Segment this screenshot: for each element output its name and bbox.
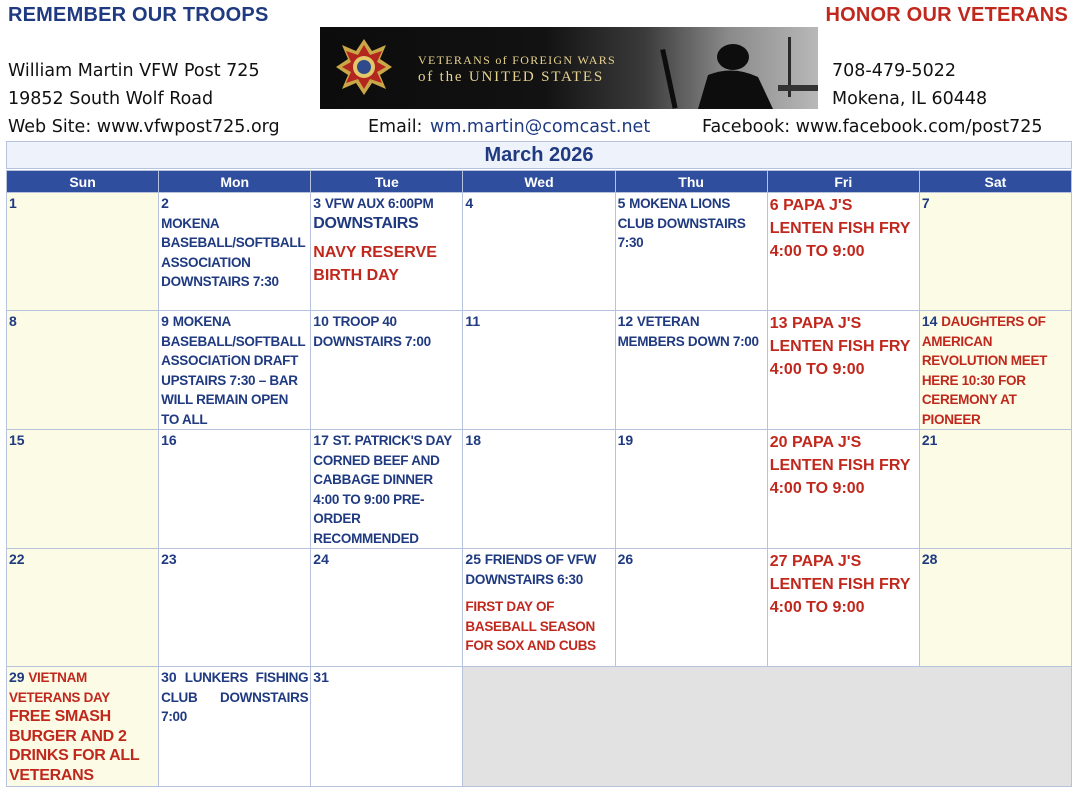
event-text: FRIENDS OF VFW DOWNSTAIRS 6:30 <box>465 552 597 587</box>
day-number: 28 <box>921 551 938 567</box>
weekday-thu: Thu <box>615 171 767 193</box>
event-text: TROOP 40 DOWNSTAIRS 7:00 <box>313 314 431 349</box>
event-text-red: PAPA J'S <box>791 315 862 332</box>
calendar-grid <box>6 170 1072 787</box>
event-text-red: DAUGHTERS OF AMERICAN REVOLUTION MEET HERE 10:30 FOR CEREMONY AT PIONEER <box>921 314 1048 427</box>
day-cell-21[interactable] <box>919 430 1071 549</box>
day-cell-26[interactable] <box>615 549 767 667</box>
day-number: 25 <box>465 551 481 567</box>
day-cell-7[interactable] <box>919 193 1071 311</box>
event-text-red: 4:00 TO 9:00 <box>769 243 865 260</box>
day-cell-5[interactable] <box>615 193 767 311</box>
day-cell-19[interactable] <box>615 430 767 549</box>
day-cell-27[interactable] <box>767 549 919 667</box>
weekday-sun: Sun <box>7 171 159 193</box>
day-number: 10 <box>313 313 329 329</box>
day-number: 23 <box>161 551 177 567</box>
day-cell-11[interactable] <box>463 311 615 430</box>
day-cell-9[interactable] <box>159 311 311 430</box>
day-number: 9 <box>161 313 169 329</box>
day-cell-16[interactable] <box>159 430 311 549</box>
day-number: 6 <box>769 197 779 214</box>
day-cell-23[interactable] <box>159 549 311 667</box>
day-number: 11 <box>465 313 481 329</box>
event-text-red: LENTEN FISH FRY <box>769 220 911 237</box>
vfw-banner <box>320 27 818 109</box>
week-row <box>7 667 1072 787</box>
day-cell-20[interactable] <box>767 430 919 549</box>
event-text-red: 4:00 TO 9:00 <box>769 361 865 378</box>
day-cell-6[interactable] <box>767 193 919 311</box>
day-number: 15 <box>9 432 25 448</box>
facebook-text[interactable]: Facebook: www.facebook.com/post725 <box>702 117 1043 137</box>
phone-number: 708-479-5022 <box>832 61 956 81</box>
soldier-silhouette <box>638 27 818 109</box>
event-text: ST. PATRICK'S DAY CORNED BEEF AND CABBAGE DINNER 4:00 TO 9:00 PRE-ORDER RECOMMENDED <box>313 433 452 546</box>
day-number: 1 <box>9 195 17 211</box>
weekday-fri: Fri <box>767 171 919 193</box>
day-number: 19 <box>617 432 634 448</box>
event-text: VETERAN MEMBERS DOWN 7:00 <box>617 314 759 349</box>
event-text: DOWNSTAIRS <box>313 214 419 232</box>
day-number: 3 <box>313 195 322 211</box>
day-number: 21 <box>921 432 938 448</box>
post-name: William Martin VFW Post 725 <box>8 61 260 81</box>
day-cell-4[interactable] <box>463 193 615 311</box>
week-row <box>7 430 1072 549</box>
slogan-right: HONOR OUR VETERANS <box>825 4 1068 26</box>
event-text-red: LENTEN FISH FRY <box>769 338 911 355</box>
day-number: 5 <box>617 195 626 211</box>
event-text: VFW AUX 6:00PM <box>324 196 434 211</box>
day-cell-14[interactable] <box>919 311 1071 430</box>
weekday-tue: Tue <box>311 171 463 193</box>
day-number: 12 <box>617 313 634 329</box>
month-title: March 2026 <box>6 141 1072 169</box>
day-number: 20 <box>769 434 788 451</box>
event-text: LUNKERS FISHING CLUB DOWNSTAIRS 7:00 <box>161 670 309 724</box>
day-number: 13 <box>769 315 788 332</box>
event-text: MOKENA LIONS CLUB DOWNSTAIRS 7:30 <box>617 196 746 250</box>
event-text-red: LENTEN FISH FRY <box>769 457 911 474</box>
day-cell-2[interactable] <box>159 193 311 311</box>
day-cell-12[interactable] <box>615 311 767 430</box>
event-text-red: LENTEN FISH FRY <box>769 576 911 593</box>
weekday-wed: Wed <box>463 171 615 193</box>
day-number: 7 <box>921 195 930 211</box>
website-text[interactable]: Web Site: www.vfwpost725.org <box>8 117 280 137</box>
city-state: Mokena, IL 60448 <box>832 89 988 109</box>
weekday-mon: Mon <box>159 171 311 193</box>
day-cell-10[interactable] <box>311 311 463 430</box>
week-row <box>7 311 1072 430</box>
day-number: 17 <box>313 432 329 448</box>
empty-cells <box>463 667 1072 787</box>
day-cell-22[interactable] <box>7 549 159 667</box>
weekday-header-row <box>7 171 1072 193</box>
event-text-red: PAPA J'S <box>791 434 862 451</box>
week-row <box>7 549 1072 667</box>
day-number: 22 <box>9 551 25 567</box>
banner-text-line1: VETERANS of FOREIGN WARS <box>418 53 616 67</box>
day-number: 24 <box>313 551 329 567</box>
week-row <box>7 193 1072 311</box>
day-cell-13[interactable] <box>767 311 919 430</box>
day-number: 16 <box>161 432 177 448</box>
day-number: 2 <box>161 195 169 211</box>
day-cell-15[interactable] <box>7 430 159 549</box>
day-cell-8[interactable] <box>7 311 159 430</box>
banner-text-line2: of the UNITED STATES <box>418 69 605 85</box>
day-cell-25[interactable] <box>463 549 615 667</box>
day-cell-30[interactable] <box>159 667 311 787</box>
day-cell-31[interactable] <box>311 667 463 787</box>
event-text-red: PAPA J'S <box>783 197 853 214</box>
event-text-red: 4:00 TO 9:00 <box>769 599 865 616</box>
event-text-red: PAPA J'S <box>791 553 862 570</box>
day-number: 30 <box>161 669 177 685</box>
day-number: 26 <box>617 551 634 567</box>
day-cell-28[interactable] <box>919 549 1071 667</box>
day-cell-17[interactable] <box>311 430 463 549</box>
event-text-red: NAVY RESERVE BIRTH DAY <box>313 244 437 284</box>
event-text-red: VIETNAM VETERANS DAY <box>9 670 110 705</box>
email-label: Email: <box>368 117 423 137</box>
weekday-sat: Sat <box>919 171 1071 193</box>
day-cell-3[interactable] <box>311 193 463 311</box>
day-number: 14 <box>921 313 938 329</box>
event-text-red: FREE SMASH BURGER AND 2 DRINKS FOR ALL VETERANS <box>9 708 140 784</box>
post-address: 19852 South Wolf Road <box>8 89 214 109</box>
day-cell-18[interactable] <box>463 430 615 549</box>
day-cell-1[interactable] <box>7 193 159 311</box>
day-number: 18 <box>465 432 481 448</box>
event-text: MOKENA BASEBALL/SOFTBALL ASSOCIATiON DRAFT UPSTAIRS 7:30 – BAR WILL REMAIN OPEN TO ALL <box>161 314 306 427</box>
slogan-left: REMEMBER OUR TROOPS <box>8 4 269 26</box>
day-number: 4 <box>465 195 474 211</box>
event-text-red: FIRST DAY OF BASEBALL SEASON FOR SOX AND CUBS <box>465 599 596 653</box>
day-cell-29[interactable] <box>7 667 159 787</box>
day-number: 27 <box>769 553 788 570</box>
email-link[interactable]: wm.martin@comcast.net <box>430 117 651 137</box>
day-number: 31 <box>313 669 329 685</box>
day-cell-24[interactable] <box>311 549 463 667</box>
event-text: MOKENA BASEBALL/SOFTBALL ASSOCIATION DOWNSTAIRS 7:30 <box>161 215 306 289</box>
day-number: 8 <box>9 313 17 329</box>
day-number: 29 <box>9 669 25 685</box>
event-text-red: 4:00 TO 9:00 <box>769 480 865 497</box>
vfw-cross-emblem <box>334 37 394 97</box>
